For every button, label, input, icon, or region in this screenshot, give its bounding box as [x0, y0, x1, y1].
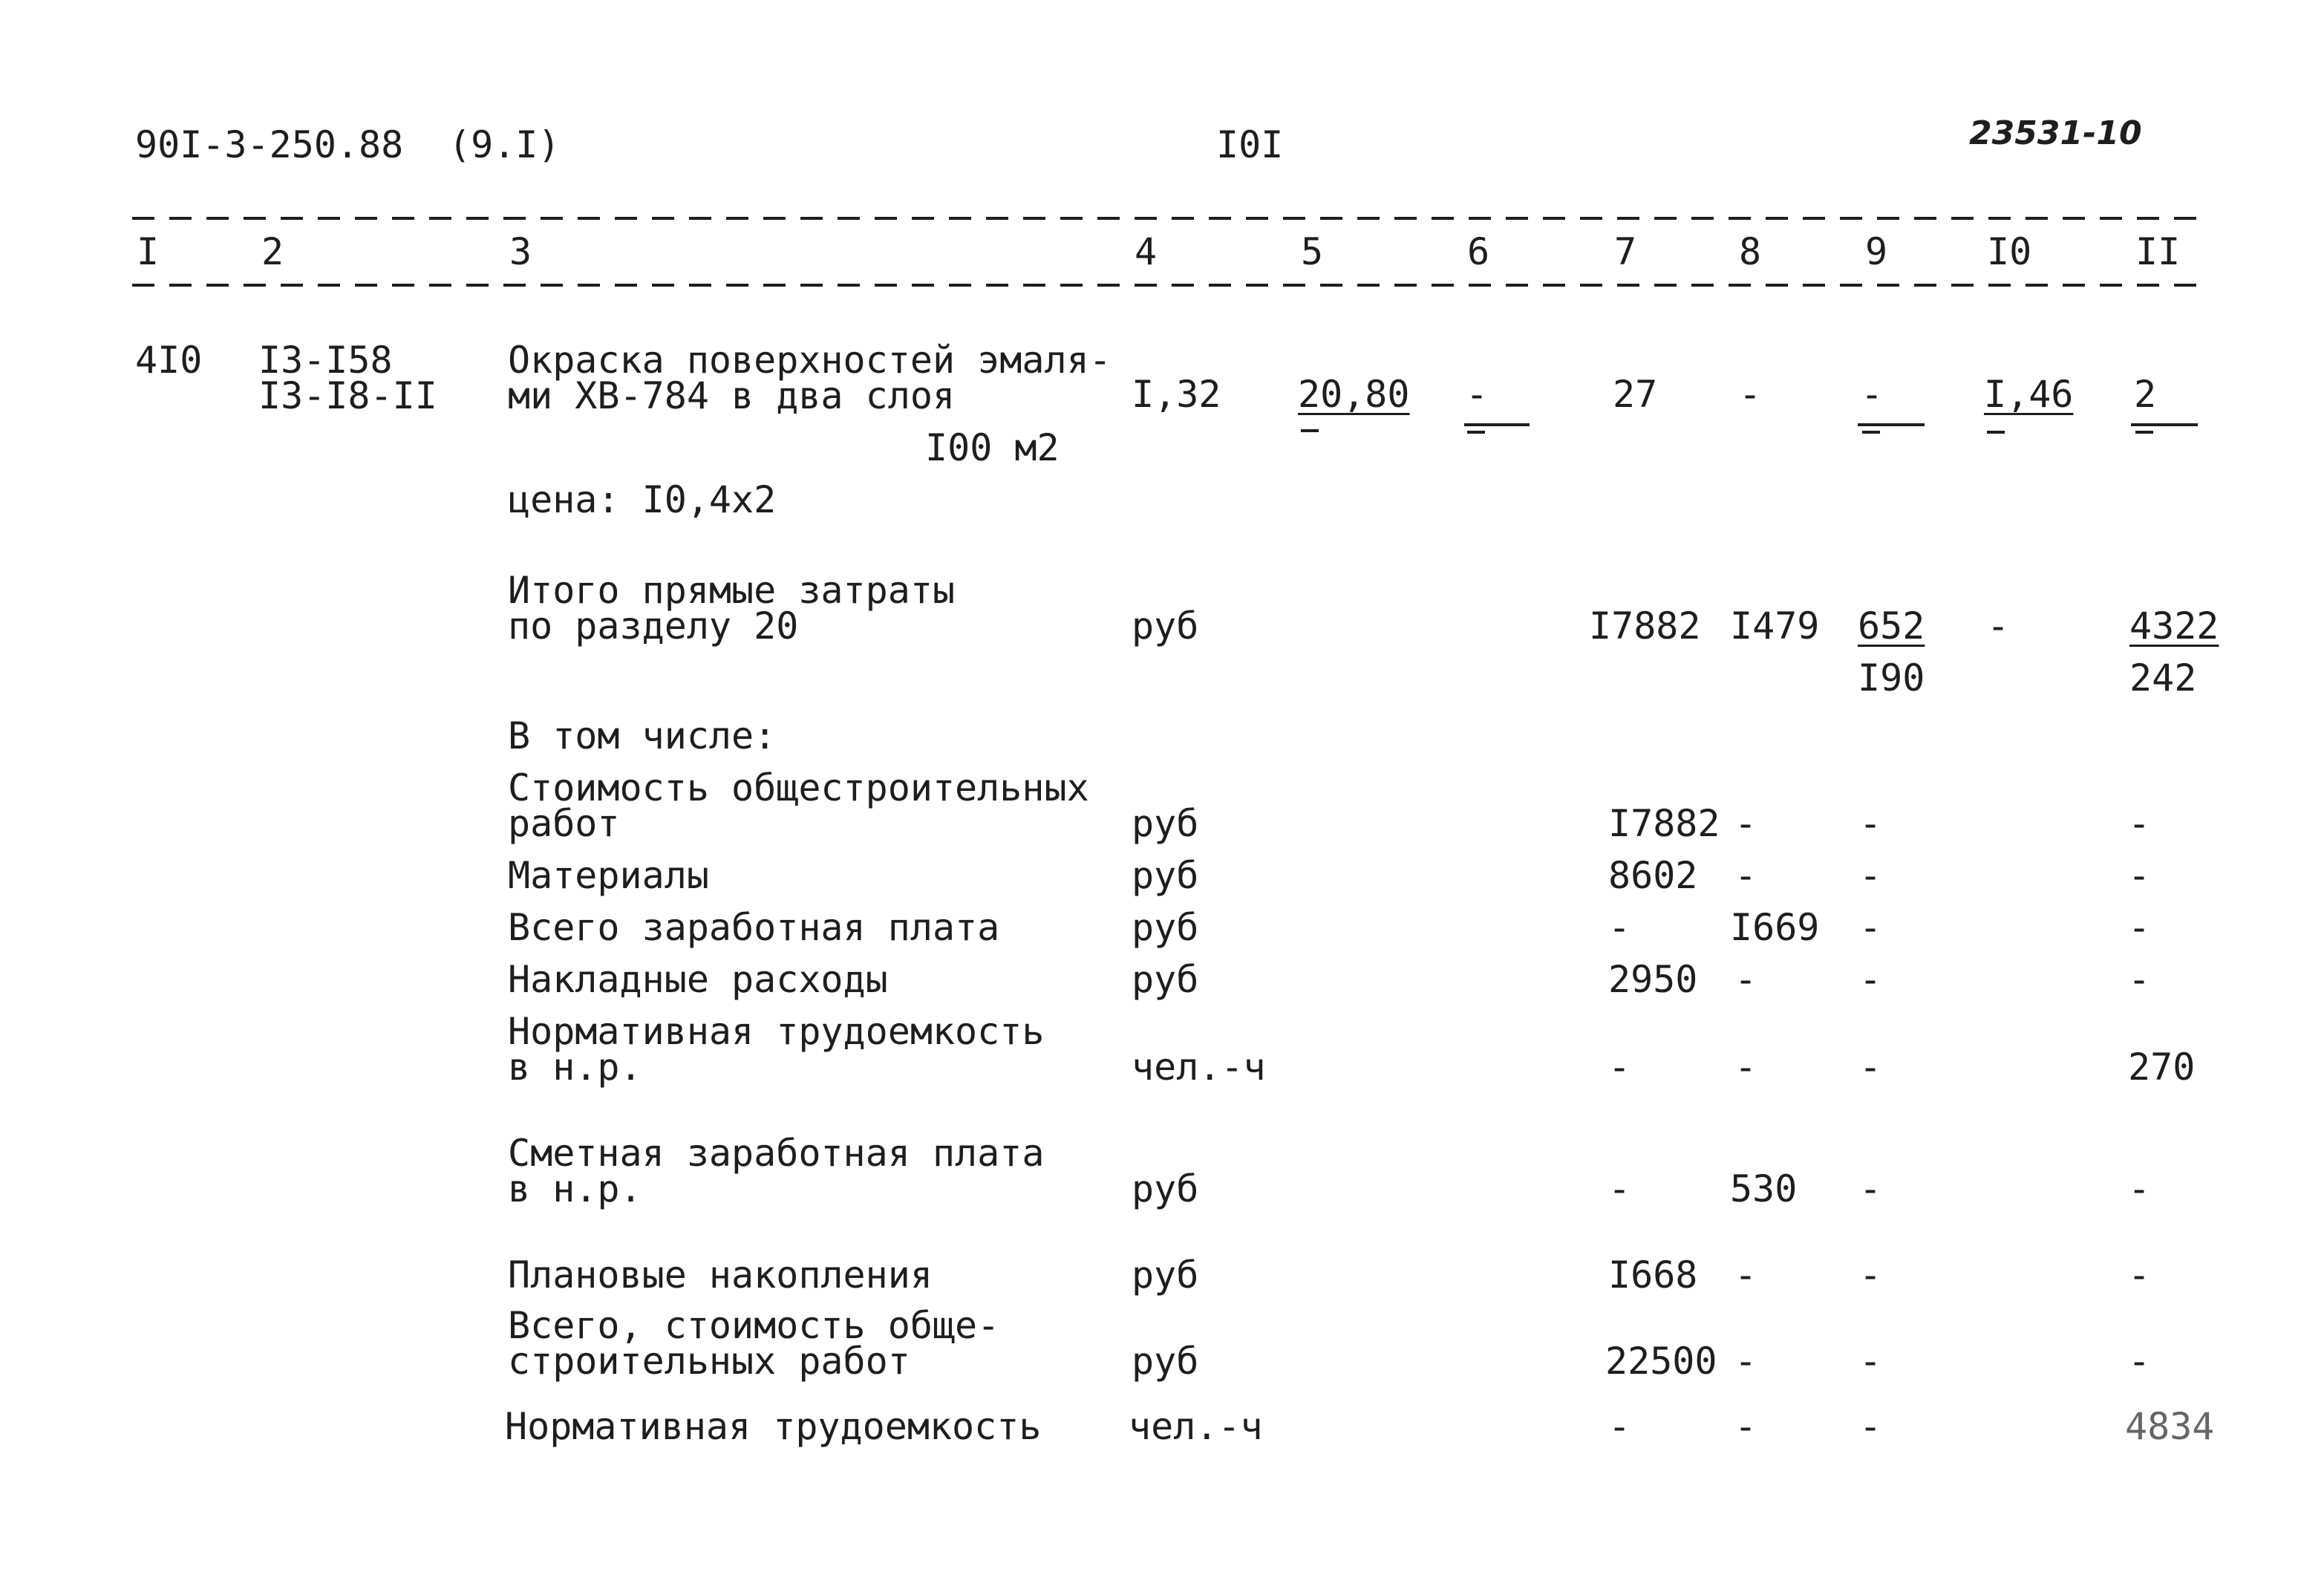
total-col9-sub: I90 — [1858, 656, 1925, 700]
row-col9: - — [1859, 1046, 1882, 1089]
entry-number: 4I0 — [135, 339, 203, 382]
entry-col10: I,46 — [1984, 373, 2074, 416]
row-col8: - — [1734, 1253, 1757, 1297]
col-header-10: I0 — [1987, 230, 2032, 273]
entry-price-note: цена: I0,4x2 — [508, 478, 777, 521]
row-col11: 4834 — [2125, 1405, 2215, 1448]
col-header-11: II — [2135, 230, 2181, 273]
entry-code-a: I3-I58 — [258, 339, 393, 382]
entry-unit: I00 м2 — [925, 426, 1060, 469]
total-label-line-1: Итого прямые затраты — [508, 569, 956, 612]
col-header-2: 2 — [261, 230, 284, 273]
inventory-stamp: 23531-10 — [1969, 114, 2142, 152]
row-unit: руб — [1132, 958, 1199, 1001]
row-col7: - — [1608, 1405, 1631, 1448]
total-col10: - — [1987, 604, 2010, 648]
row-col7: I668 — [1608, 1253, 1698, 1297]
col-header-7: 7 — [1614, 230, 1637, 273]
row-label-line-1: Материалы — [508, 854, 709, 897]
row-col8: I669 — [1730, 906, 1820, 949]
row-col9: - — [1859, 1405, 1882, 1448]
row-unit: чел.-ч — [1132, 1046, 1266, 1089]
page-number: I0I — [1216, 123, 1284, 166]
row-unit: руб — [1132, 1340, 1199, 1383]
row-label-line-2: в н.р. — [508, 1167, 642, 1210]
row-col9: - — [1859, 1253, 1882, 1297]
total-col11-sub: 242 — [2129, 656, 2197, 700]
row-unit: руб — [1132, 854, 1199, 897]
row-col9: - — [1859, 1340, 1882, 1383]
col-header-9: 9 — [1865, 230, 1888, 273]
row-label-line-1: Нормативная трудоемкость — [508, 1010, 1045, 1053]
row-label-line-2: работ — [508, 802, 620, 845]
entry-col7: 27 — [1613, 373, 1658, 416]
entry-col9: - — [1861, 373, 1884, 416]
header-rule-top — [132, 217, 2201, 220]
col-header-1: I — [137, 230, 160, 273]
total-col9: 652 — [1858, 604, 1925, 648]
row-label-line-1: Всего заработная плата — [508, 906, 1000, 949]
entry-unit-price: 20,80 — [1298, 373, 1410, 416]
row-label-line-1: Нормативная трудоемкость — [505, 1405, 1042, 1448]
entry-col11: 2 — [2134, 373, 2157, 416]
row-col9: - — [1859, 906, 1882, 949]
entry-quantity: I,32 — [1132, 373, 1221, 416]
col-header-3: 3 — [509, 230, 532, 273]
row-col9: - — [1859, 1167, 1882, 1210]
row-col9: - — [1859, 854, 1882, 897]
col-header-4: 4 — [1135, 230, 1158, 273]
entry-col11-underline — [2131, 423, 2198, 426]
row-unit: руб — [1132, 802, 1199, 845]
row-unit: руб — [1132, 906, 1199, 949]
entry-col8: - — [1739, 373, 1762, 416]
document-code: 90I-3-250.88 — [135, 123, 404, 166]
row-col8: - — [1734, 1340, 1757, 1383]
entry-code-b: I3-I8-II — [258, 374, 437, 417]
row-col7: - — [1608, 906, 1631, 949]
row-col11: 270 — [2128, 1046, 2196, 1089]
row-col8: - — [1734, 1405, 1757, 1448]
total-col7: I7882 — [1589, 604, 1701, 648]
row-col11: - — [2128, 906, 2151, 949]
entry-col6-mark — [1467, 431, 1485, 434]
col-header-8: 8 — [1739, 230, 1762, 273]
row-unit: чел.-ч — [1129, 1405, 1263, 1448]
entry-col6: - — [1466, 373, 1489, 416]
total-col8: I479 — [1730, 604, 1820, 648]
including-label: В том числе: — [508, 714, 777, 757]
entry-col10-mark — [1987, 431, 2005, 434]
row-col8: - — [1734, 1046, 1757, 1089]
row-label-line-1: Всего, стоимость обще- — [508, 1304, 1000, 1347]
col-header-5: 5 — [1301, 230, 1324, 273]
row-col9: - — [1859, 802, 1882, 845]
row-col11: - — [2128, 1253, 2151, 1297]
row-col11: - — [2128, 802, 2151, 845]
row-col11: - — [2128, 854, 2151, 897]
row-label-line-2: строительных работ — [508, 1340, 910, 1383]
total-unit: руб — [1132, 604, 1199, 648]
row-col7: 2950 — [1608, 958, 1698, 1001]
row-unit: руб — [1132, 1167, 1199, 1210]
section-number: (9.I) — [448, 123, 561, 166]
entry-col11-mark — [2135, 431, 2153, 434]
total-col11: 4322 — [2129, 604, 2219, 648]
row-label-line-1: Плановые накопления — [508, 1253, 933, 1297]
row-col8: - — [1734, 958, 1757, 1001]
row-col8: 530 — [1730, 1167, 1798, 1210]
row-col7: 8602 — [1608, 854, 1698, 897]
entry-description-line-2: ми ХВ-784 в два слоя — [508, 374, 956, 417]
row-col8: - — [1734, 802, 1757, 845]
row-label-line-1: Сметная заработная плата — [508, 1132, 1045, 1175]
entry-description-line-1: Окраска поверхностей эмаля- — [508, 339, 1112, 382]
row-col7: 22500 — [1605, 1340, 1717, 1383]
row-col7: - — [1608, 1167, 1631, 1210]
entry-col9-underline — [1858, 423, 1925, 426]
col-header-6: 6 — [1467, 230, 1490, 273]
row-col11: - — [2128, 1167, 2151, 1210]
entry-col6-underline — [1464, 423, 1530, 426]
row-label-line-1: Накладные расходы — [508, 958, 888, 1001]
row-col11: - — [2128, 1340, 2151, 1383]
row-col11: - — [2128, 958, 2151, 1001]
entry-unit-price-mark — [1301, 429, 1319, 432]
header-rule-bottom — [132, 284, 2201, 287]
total-label-line-2: по разделу 20 — [508, 604, 799, 648]
row-unit: руб — [1132, 1253, 1199, 1297]
row-col8: - — [1734, 854, 1757, 897]
row-col9: - — [1859, 958, 1882, 1001]
row-col7: I7882 — [1608, 802, 1720, 845]
row-label-line-2: в н.р. — [508, 1046, 642, 1089]
entry-col9-mark — [1862, 431, 1880, 434]
row-label-line-1: Стоимость общестроительных — [508, 766, 1089, 809]
row-col7: - — [1608, 1046, 1631, 1089]
